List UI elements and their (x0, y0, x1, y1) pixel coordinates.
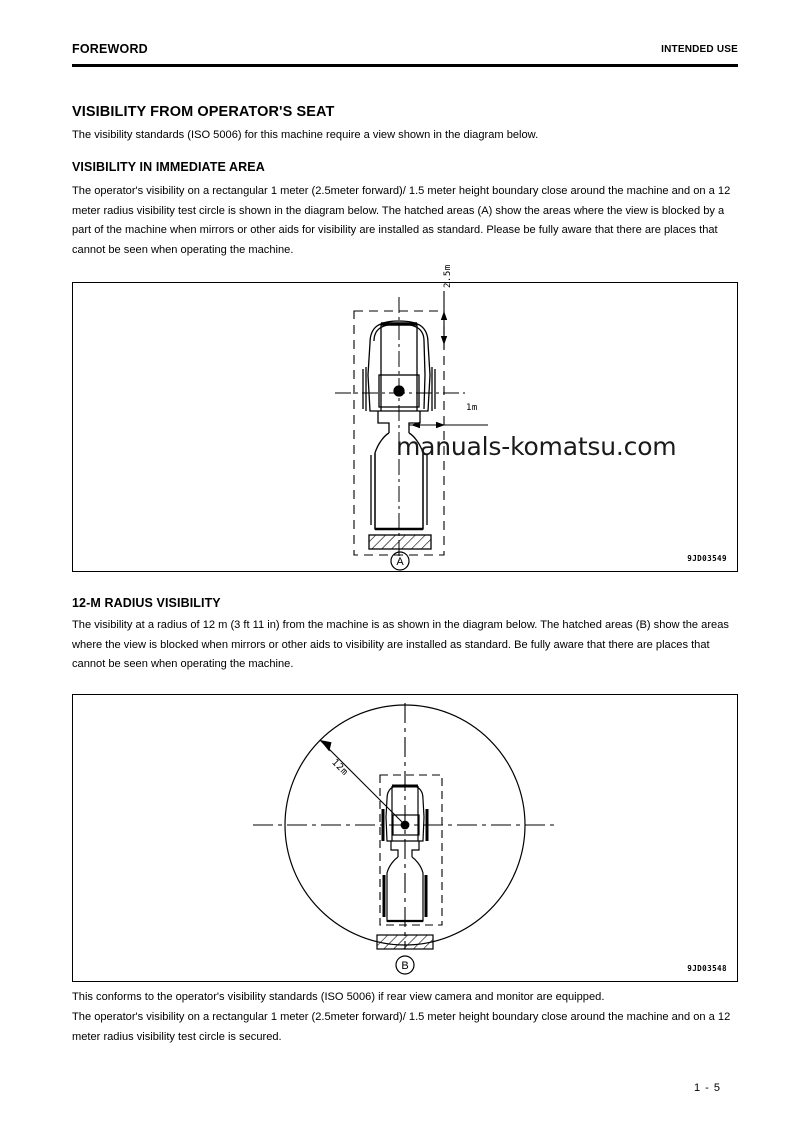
label-b-text: B (401, 960, 409, 972)
dim-label-horizontal: 1m (466, 403, 478, 413)
header-topic-label: INTENDED USE (661, 44, 738, 55)
figure-2-drawing (73, 695, 737, 981)
subsection-body-immediate-area: The operator's visibility on a rectangular 1 meter (2.5meter forward)/ 1.5 meter height boundary close around the machine and on a 12 meter radius visibility test circle is shown in the diagram below. The hatched areas (A) show the areas where the view is blocked by a part of the machine when mirrors or other aids for visibility are installed as standard. Please be fully aware that there are places that cannot be seen when operating the machine. (72, 185, 731, 256)
figure-immediate-area (72, 264, 738, 572)
swing-center-point (393, 385, 404, 396)
subsection-title-12m-radius: 12-M RADIUS VISIBILITY (72, 596, 221, 610)
dim-arrow-vertical-top (441, 311, 447, 320)
radius-label: 12m (329, 757, 351, 778)
header-rule (72, 64, 738, 67)
main-intro-paragraph: The visibility standards (ISO 5006) for this machine require a view shown in the diagram below. (72, 129, 539, 141)
boundary-rectangle (380, 775, 442, 925)
subsection-title-immediate-area: VISIBILITY IN IMMEDIATE AREA (72, 160, 265, 174)
hatched-area-a (369, 535, 431, 549)
closing-paragraph-line2: The operator's visibility on a rectangular 1 meter (2.5meter forward)/ 1.5 meter height boundary close around the machine and on a 12 meter radius visibility test circle is secured. (72, 1011, 731, 1043)
figure-2-drawing-number: 9JD03548 (687, 964, 727, 973)
figure-1-drawing (73, 283, 737, 571)
swing-center-point (401, 821, 410, 830)
dim-label-vertical: 2.5m (443, 264, 453, 288)
figure-12m-radius (72, 694, 738, 982)
figure-1-drawing-number: 9JD03549 (687, 554, 727, 563)
closing-paragraph-line1: This conforms to the operator's visibility standards (ISO 5006) if rear view camera and monitor are equipped. (72, 991, 605, 1003)
dim-arrow-vertical-bottom (441, 336, 447, 345)
watermark: manuals-komatsu.com (396, 432, 677, 461)
hatched-area-b (377, 935, 433, 949)
page-title: VISIBILITY FROM OPERATOR'S SEAT (72, 104, 335, 120)
header-section-label: FOREWORD (72, 42, 148, 56)
subsection-body-12m-radius: The visibility at a radius of 12 m (3 ft 11 in) from the machine is as shown in the diagram below. The hatched areas (B) show the areas where the view is blocked when mirrors or other aids to visibility are installed as standard. Be fully aware that there are places that cannot be seen when operating the machine. (72, 619, 729, 671)
label-a-text: A (396, 556, 404, 568)
page-number: 1 - 5 (693, 1082, 721, 1094)
page-header (72, 42, 738, 64)
